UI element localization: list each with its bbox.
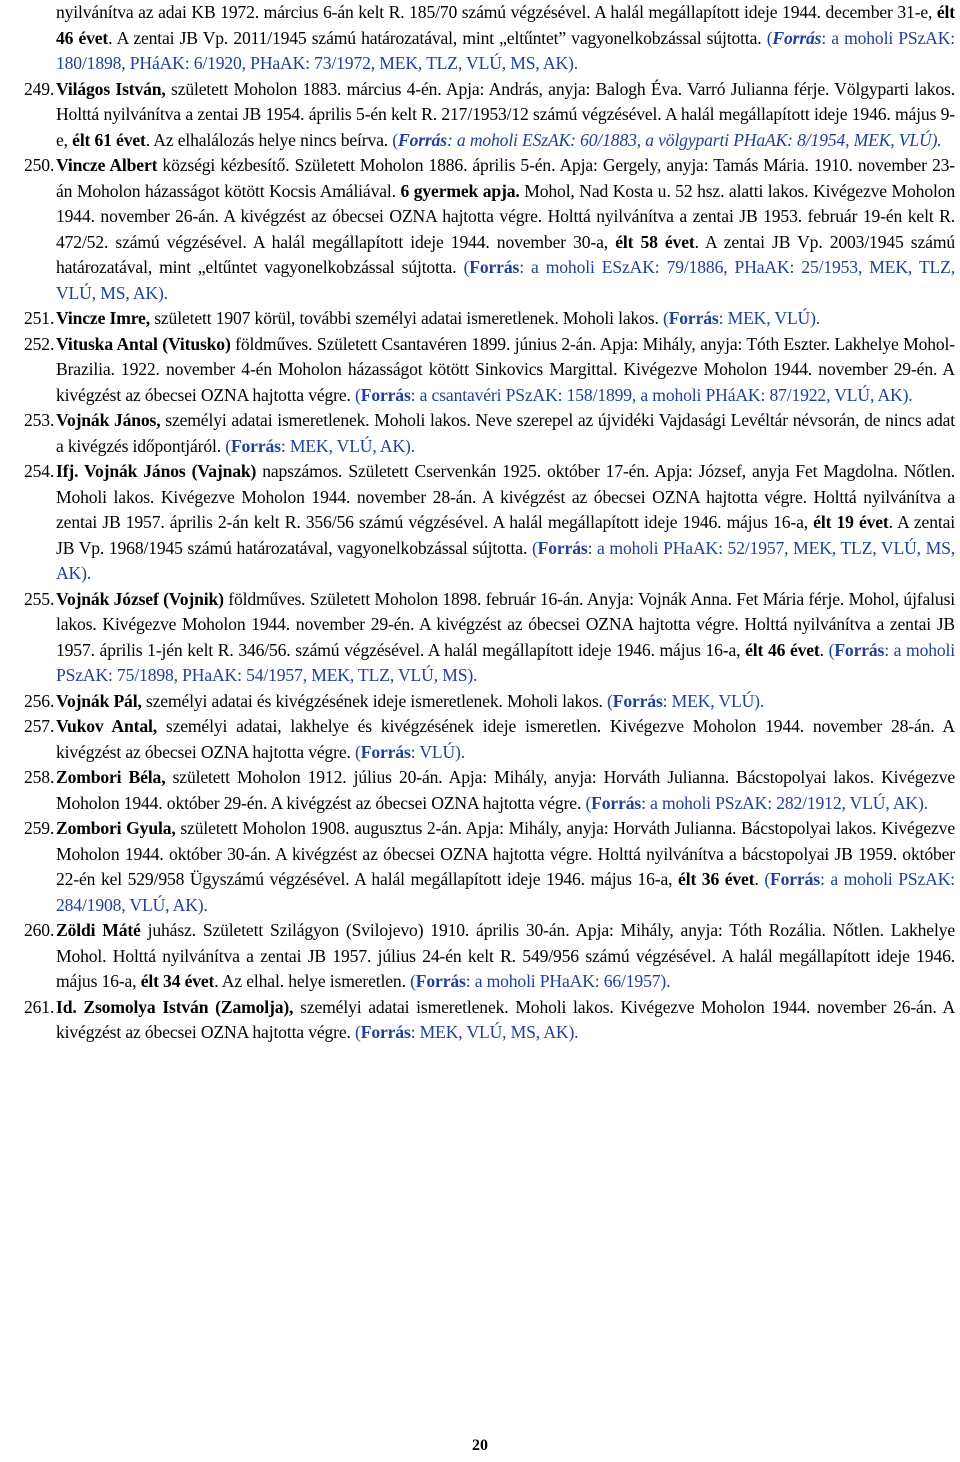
emphasis-text: élt 46 évet xyxy=(56,2,955,48)
entry-number: 254. xyxy=(24,461,55,481)
source-citation-text: Forrás xyxy=(360,1022,411,1042)
source-citation-text: ( xyxy=(766,27,773,48)
body-text: . xyxy=(754,869,765,889)
source-citation-text: Forrás xyxy=(591,792,642,813)
emphasis-text: élt 46 évet xyxy=(745,639,820,660)
emphasis-text: Id. Zsomolya István (Zamolja), xyxy=(56,996,294,1017)
emphasis-text: Zöldi Máté xyxy=(56,920,141,940)
source-citation-text: ( xyxy=(531,537,538,558)
source-citation-text: ( xyxy=(355,1022,361,1042)
source-citation-text: : a moholi PSzAK: 75/1898, PHaAK: 54/1957, MEK, TLZ, VLÚ, MS). xyxy=(56,639,955,685)
entry-number: 260. xyxy=(24,920,55,940)
source-citation-text: : VLÚ). xyxy=(410,741,465,762)
entry-number: 256. xyxy=(24,690,55,711)
emphasis-text: élt 58 évet xyxy=(615,231,695,252)
entry-item xyxy=(24,765,956,816)
emphasis-text: Vincze Albert xyxy=(56,155,158,175)
source-citation-text: Forrás xyxy=(469,257,520,277)
emphasis-text: Világos István, xyxy=(56,78,166,99)
source-citation-text: ( xyxy=(764,869,771,889)
entry-number: 251. xyxy=(24,308,55,328)
source-citation-text: : a moholi PHaAK: 66/1957). xyxy=(465,971,671,991)
entry-number: 253. xyxy=(24,410,55,430)
entry-item xyxy=(24,408,956,459)
body-text: . xyxy=(819,639,829,660)
body-text: . Az elhalálozás helye nincs beírva. xyxy=(145,129,393,150)
source-citation-text: ( xyxy=(225,435,231,456)
entry-item xyxy=(24,689,955,715)
document-page xyxy=(24,0,955,1046)
body-text: személyi adatai és kivégzésének ideje ismeretlenek. Moholi lakos. xyxy=(141,690,608,711)
emphasis-text: Ifj. Vojnák János (Vajnak) xyxy=(56,461,257,481)
entry-item xyxy=(24,459,955,587)
entry-item xyxy=(24,153,956,306)
body-text: juhász. Született Szilágyon (Svilojevo) 1910. április 30-án. Apja: Mihály, anyja: Tóth Rozália. Nőtlen. Lakhelye Mohol. Holttá nyilvánítva a zentai JB 1957. július 24-én kelt R. 549/956 számú végzésével. A halál megállapított ideje 1946. május 16-a, xyxy=(56,920,956,991)
page-number: 20 xyxy=(472,1437,488,1454)
body-text: . A zentai JB Vp. 2003/1945 számú határozatával, mint „eltűntet vagyonelkobzással sújtotta. xyxy=(56,231,956,277)
emphasis-text: Vojnák János, xyxy=(56,410,161,430)
entry-number: 259. xyxy=(24,818,55,838)
entry-item xyxy=(24,332,956,409)
source-citation-text: Forrás xyxy=(612,690,663,711)
entry-number: 257. xyxy=(24,716,55,736)
emphasis-text: élt 61 évet xyxy=(72,129,146,150)
body-text: földműves. Született Moholon 1898. február 16-án. Anyja: Vojnák Anna. Fet Mária férje. Mohol, újfalusi lakos. Kivégezve Moholon 1944. november 29-én. A kivégzést az óbecsei OZNA hajtotta végre. Holttá nyilvánítva a zentai JB 1957. április 1-jén kelt R. 346/56. számú végzésével. A halál megállapított ideje 1946. május 16-a, xyxy=(56,588,955,660)
entry-number: 261. xyxy=(24,996,55,1017)
source-citation-text: : a moholi PSzAK: 284/1908, VLÚ, AK). xyxy=(56,869,955,915)
source-citation-text: Forrás xyxy=(360,741,411,762)
emphasis-text: Vincze Imre, xyxy=(56,308,150,328)
source-citation-text: : a moholi ESzAK: 60/1883, a völgyparti PHaAK: 8/1954, MEK, VLÚ). xyxy=(446,129,942,150)
emphasis-text: élt 34 évet xyxy=(140,971,215,991)
continuation-paragraph xyxy=(56,0,955,77)
emphasis-text: élt 19 évet xyxy=(813,512,889,532)
source-citation-text: ( xyxy=(463,257,470,277)
body-text: született 1907 körül, további személyi adatai ismeretlenek. Moholi lakos. xyxy=(149,308,663,328)
source-citation-text: Forrás xyxy=(772,27,822,48)
source-citation-text: : MEK, VLÚ). xyxy=(662,690,765,711)
body-text: Mohol, Nad Kosta u. 52 hsz. alatti lakos. Kivégezve Moholon 1944. november 26-án. A kivégzést az óbecsei OZNA hajtotta végre. Holttá nyilvánítva a zentai JB 1953. február 19-én kelt R. 472/52. számú végzésével. A halál megállapított ideje 1944. november 30-a, xyxy=(56,180,955,252)
entry-item xyxy=(24,77,955,154)
body-text: földműves. Született Csantavéren 1899. június 2-án. Apja: Mihály, anyja: Tóth Eszter. Lakhelye Mohol-Brazilia. 1922. november 4-én Moholon házasságot kötött Sinkovics Margittal. Kivégezve Moholon 1944. november 29-én. A kivégzést az óbecsei OZNA hajtotta végre. xyxy=(56,333,956,405)
body-text: községi kézbesítő. Született Moholon 1886. április 5-én. Apja: Gergely, anyja: Tamás Mária. 1910. november 23-án Moholon házasságot kötött Kocsis Amáliával. xyxy=(56,155,955,201)
entry-item xyxy=(24,587,955,689)
body-text: született Moholon 1912. július 20-án. Apja: Mihály, anyja: Horváth Julianna. Bácstopolyai lakos. Kivégezve Moholon 1944. október 29-én. A kivégzést az óbecsei OZNA hajtotta végre. xyxy=(56,767,956,813)
source-citation-text: Forrás xyxy=(770,869,820,889)
source-citation-text: ( xyxy=(662,308,669,328)
source-citation-text: Forrás xyxy=(415,971,466,991)
entry-number: 252. xyxy=(24,333,55,354)
emphasis-text: Zombori Gyula, xyxy=(56,818,176,838)
source-citation-text: Forrás xyxy=(668,308,719,328)
emphasis-text: 6 gyermek apja. xyxy=(400,180,520,201)
body-text: született Moholon 1883. március 4-én. Apja: András, anyja: Balogh Éva. Varró Julianna férje. Völgyparti lakos. Holttá nyilvánítva a zentai JB 1954. április 5-én kelt R. 217/1953/12 számú végzésével. A halál megállapított ideje 1946. május 9-e, xyxy=(56,78,955,150)
source-citation-text: : MEK, VLÚ, AK). xyxy=(280,435,415,456)
source-citation-text: Forrás xyxy=(537,537,588,558)
body-text: nyilvánítva az adai KB 1972. március 6-án kelt R. 185/70 számú végzésével. A halál megállapított ideje 1944. december 31-e, xyxy=(56,2,937,22)
entry-number: 250. xyxy=(24,155,55,175)
source-citation-text: ( xyxy=(355,384,361,405)
source-citation-text: ( xyxy=(828,639,835,660)
emphasis-text: Vojnák József (Vojnik) xyxy=(56,588,224,609)
source-citation-text: ( xyxy=(355,741,361,762)
entry-item xyxy=(24,714,955,765)
source-citation-text: : MEK, VLÚ). xyxy=(718,308,821,328)
emphasis-text: Vukov Antal, xyxy=(56,716,157,736)
body-text: . A zentai JB Vp. 1968/1945 számú határozatával, vagyonelkobzással sújtotta. xyxy=(56,512,955,558)
source-citation-text: ( xyxy=(607,690,613,711)
body-text: . Az elhal. helye ismeretlen. xyxy=(214,971,411,991)
emphasis-text: élt 36 évet xyxy=(678,869,755,889)
body-text: . A zentai JB Vp. 2011/1945 számú határozatával, mint „eltűntet” vagyonelkobzással sújtotta. xyxy=(108,27,767,48)
entry-list xyxy=(24,77,955,1046)
source-citation-text: : a csantavéri PSzAK: 158/1899, a moholi PHáAK: 87/1922, VLÚ, AK). xyxy=(410,384,913,405)
body-text: személyi adatai ismeretlenek. Moholi lakos. Neve szerepel az újvidéki Vajdasági Levéltár névsorán, de nincs adat a kivégzés időpontjáról. xyxy=(56,410,956,456)
source-citation-text: : a moholi PSzAK: 282/1912, VLÚ, AK). xyxy=(641,792,928,813)
entry-number: 255. xyxy=(24,588,55,609)
emphasis-text: Vojnák Pál, xyxy=(56,690,142,711)
body-text: napszámos. Született Cservenkán 1925. október 17-én. Apja: József, anyja Fet Magdolna. Nőtlen. Moholi lakos. Kivégezve Moholon 1944. november 28-án. A kivégzést az óbecsei OZNA hajtotta végre. Holttá nyilvánítva a zentai JB 1957. április 2-án kelt R. 356/56 számú végzésével. A halál megállapított ideje 1946. május 16-a, xyxy=(56,461,955,532)
entry-number: 249. xyxy=(24,78,55,99)
entry-item xyxy=(24,306,955,332)
source-citation-text: : MEK, VLÚ, MS, AK). xyxy=(410,1022,579,1042)
source-citation-text: Forrás xyxy=(397,129,447,150)
source-citation-text: Forrás xyxy=(230,435,281,456)
entry-item xyxy=(24,995,955,1046)
emphasis-text: Zombori Béla, xyxy=(56,767,166,787)
source-citation-text: : a moholi PSzAK: 180/1898, PHáAK: 6/1920, PHaAK: 73/1972, MEK, TLZ, VLÚ, MS, AK). xyxy=(56,27,955,73)
body-text: született Moholon 1908. augusztus 2-án. Apja: Mihály, anyja: Horváth Julianna. Bácstopolyai lakos. Kivégezve Moholon 1944. október 30-án. A kivégzést az óbecsei OZNA hajtotta végre. Holttá nyilvánítva a bácstopolyai JB 1959. október 22-én kel 529/958 Ügyszámú végzésével. A halál megállapított ideje 1946. május 16-a, xyxy=(56,818,955,889)
source-citation-text: : a moholi ESzAK: 79/1886, PHaAK: 25/1953, MEK, TLZ, VLÚ, MS, AK). xyxy=(56,257,955,303)
emphasis-text: Vituska Antal (Vitusko) xyxy=(56,333,231,354)
source-citation-text: ( xyxy=(410,971,416,991)
source-citation-text: Forrás xyxy=(360,384,411,405)
source-citation-text: : a moholi PHaAK: 52/1957, MEK, TLZ, VLÚ, MS, AK). xyxy=(56,537,955,583)
body-text: személyi adatai ismeretlenek. Moholi lakos. Kivégezve Moholon 1944. november 26-án. A kivégzést az óbecsei OZNA hajtotta végre. xyxy=(56,996,955,1042)
entry-item xyxy=(24,918,956,995)
entry-item xyxy=(24,816,955,918)
source-citation-text: ( xyxy=(392,129,398,150)
entry-number: 258. xyxy=(24,767,55,787)
source-citation-text: ( xyxy=(585,792,592,813)
body-text: személyi adatai, lakhelye és kivégzésének ideje ismeretlen. Kivégezve Moholon 1944. november 28-án. A kivégzést az óbecsei OZNA hajtotta végre. xyxy=(56,716,955,762)
source-citation-text: Forrás xyxy=(834,639,885,660)
